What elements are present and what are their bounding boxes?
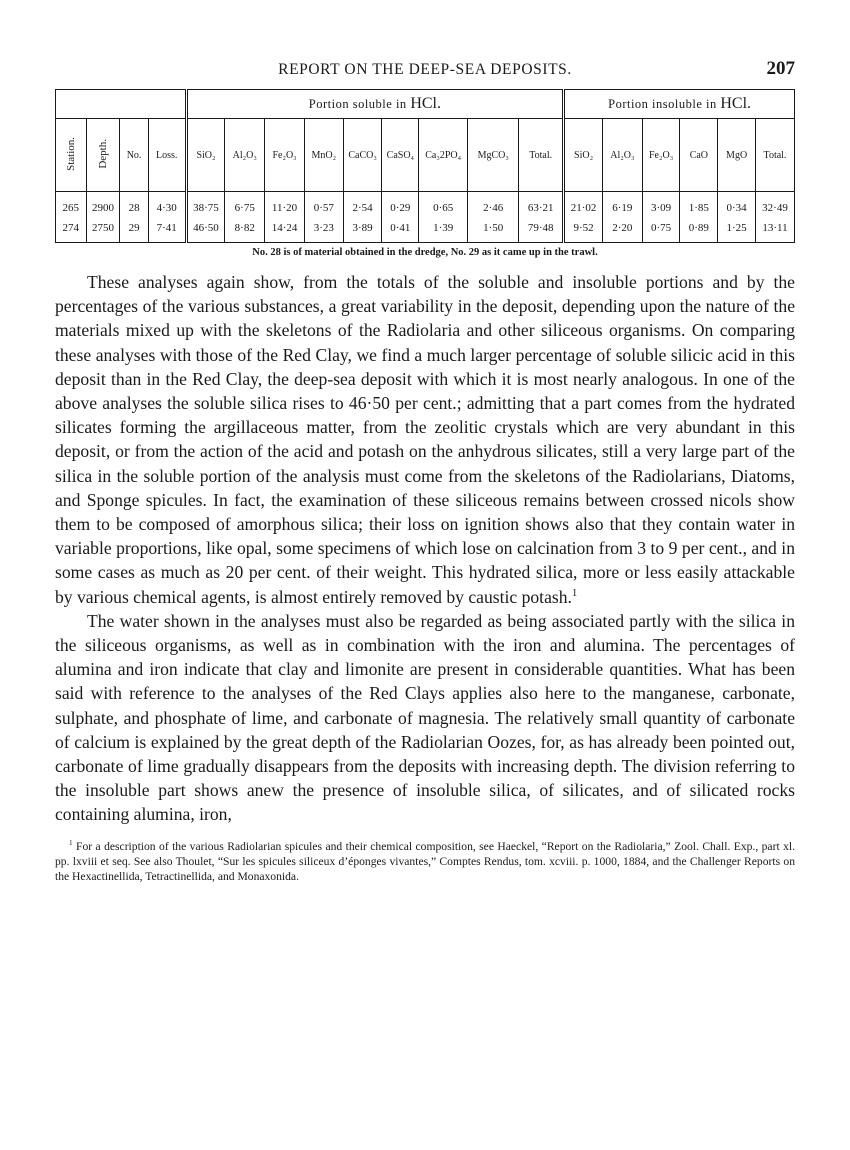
table-header-row bbox=[56, 119, 795, 192]
cell-no: 29 bbox=[120, 218, 149, 243]
table-row bbox=[56, 192, 795, 219]
cell-soluble: 8·82 bbox=[225, 218, 265, 243]
col-soluble-al2o3: Al₂O₃ bbox=[225, 119, 265, 192]
paragraph: The water shown in the analyses must also be regarded as being associated partly with the silica in the siliceous organisms, as well as in combination with the iron and alumina. The percentages of alumina and iron indicate that clay and limonite are present in considerable quantities. What has been said with reference to the analyses of the Red Clays applies also here to the manganese, carbonate, sulphate, and phosphate of lime, and carbonate of magnesia. The relatively small quantity of carbonate of calcium is explained by the great depth of the Radiolarian Oozes, for, as has already been pointed out, carbonate of lime gradually disappears from the deposits with increasing depth. The division referring to the insoluble part shows anew the presence of insoluble silica, of silicates, and of silicated rocks containing alumina, iron, bbox=[55, 610, 795, 825]
page bbox=[55, 55, 795, 884]
cell-insoluble: 2·20 bbox=[602, 218, 642, 243]
cell-insoluble: 1·25 bbox=[718, 218, 756, 243]
col-station bbox=[56, 119, 87, 192]
col-soluble-sio2: SiO₂ bbox=[186, 119, 225, 192]
col-soluble-caco3: CaCO₃ bbox=[343, 119, 382, 192]
paragraph bbox=[55, 270, 795, 609]
cell-depth: 2750 bbox=[86, 218, 120, 243]
cell-soluble: 38·75 bbox=[186, 192, 225, 219]
col-insoluble-total: Total. bbox=[755, 119, 794, 192]
cell-insoluble: 21·02 bbox=[564, 192, 603, 219]
col-insoluble-fe2o3: Fe₂O₃ bbox=[642, 119, 680, 192]
cell-insoluble: 9·52 bbox=[564, 218, 603, 243]
cell-soluble: 14·24 bbox=[265, 218, 305, 243]
cell-soluble-total: 63·21 bbox=[519, 192, 564, 219]
cell-soluble: 1·50 bbox=[468, 218, 519, 243]
body-text bbox=[55, 270, 795, 827]
cell-soluble: 46·50 bbox=[186, 218, 225, 243]
analysis-table bbox=[55, 89, 795, 243]
cell-insoluble-total: 13·11 bbox=[755, 218, 794, 243]
group-soluble bbox=[186, 90, 564, 119]
col-soluble-mno2: MnO₂ bbox=[304, 119, 343, 192]
cell-no: 28 bbox=[120, 192, 149, 219]
cell-insoluble: 0·89 bbox=[680, 218, 718, 243]
paragraph-1-text: These analyses again show, from the totals of the soluble and insoluble portions and by the percentages of the various substances, a great variability in the deposit, depending upon the nature of the materials mixed up with the skeletons of the Radiolaria and other siliceous organisms. On comparing these analyses with those of the Red Clay, we find a much larger percentage of soluble silicic acid in this deposit than in the Red Clay, the deep-sea deposit with which it is most nearly analogous. In one of the above analyses the soluble silica rises to 46·50 per cent.; admitting that a part comes from the hydrated silicates forming the argillaceous matter, from the zeolitic crystals which are very abundant in this deposit, or from the action of the acid and potash on the anhydrous silicates, still a very large part of the silica in the soluble portion of the analysis must come from the skeletons of the Radiolarians, Diatoms, and Sponge spicules. In fact, the examination of these siliceous remains between crossed nicols show them to be composed of amorphous silica; their loss on ignition shows also that they contain water in variable proportions, like opal, some specimens of which lose on calcination from 3 to 9 per cent., and in some cases as much as 20 per cent. of their weight. This hydrated silica, more or less easily attackable by various chemical agents, is almost entirely removed by caustic potash. bbox=[55, 272, 795, 607]
col-no: No. bbox=[120, 119, 149, 192]
cell-station: 274 bbox=[56, 218, 87, 243]
footnote-text: For a description of the various Radiolarian spicules and their chemical composition, see Haeckel, “Report on the Radiolaria,” Zool. Chall. Exp., part xl. pp. lxviii et seq. See also Thoulet, “Sur les spicules siliceux d’éponges vivantes,” Comptes Rendus, tom. xcviii. p. 1000, 1884, and the Challenger Reports on the Hexactinellida, Tetractinellida, and Monaxonida. bbox=[55, 839, 795, 883]
col-depth bbox=[86, 119, 120, 192]
group-insoluble-acid: HCl. bbox=[720, 95, 752, 112]
running-title: REPORT ON THE DEEP-SEA DEPOSITS. bbox=[278, 61, 572, 78]
cell-soluble: 0·65 bbox=[419, 192, 468, 219]
group-insoluble-label: Portion insoluble in bbox=[608, 97, 717, 111]
table-group-row bbox=[56, 90, 795, 119]
col-soluble-caso4: CaSO₄ bbox=[382, 119, 419, 192]
cell-soluble: 3·23 bbox=[304, 218, 343, 243]
col-station-label: Station. bbox=[64, 136, 77, 171]
cell-insoluble: 0·34 bbox=[718, 192, 756, 219]
col-loss: Loss. bbox=[148, 119, 186, 192]
cell-insoluble-total: 32·49 bbox=[755, 192, 794, 219]
col-insoluble-sio2: SiO₂ bbox=[564, 119, 603, 192]
table-row bbox=[56, 218, 795, 243]
footnote-mark: 1 bbox=[69, 838, 73, 847]
cell-station: 265 bbox=[56, 192, 87, 219]
cell-soluble: 0·29 bbox=[382, 192, 419, 219]
col-soluble-total: Total. bbox=[519, 119, 564, 192]
cell-loss: 7·41 bbox=[148, 218, 186, 243]
footnote bbox=[55, 839, 795, 884]
footnote-reference: 1 bbox=[571, 586, 578, 599]
cell-insoluble: 1·85 bbox=[680, 192, 718, 219]
cell-soluble: 3·89 bbox=[343, 218, 382, 243]
group-soluble-label: Portion soluble in bbox=[308, 97, 407, 111]
cell-soluble: 0·57 bbox=[304, 192, 343, 219]
cell-soluble-total: 79·48 bbox=[519, 218, 564, 243]
cell-soluble: 2·54 bbox=[343, 192, 382, 219]
cell-loss: 4·30 bbox=[148, 192, 186, 219]
col-soluble-ca32po4: Ca₃2PO₄ bbox=[419, 119, 468, 192]
running-head bbox=[55, 55, 795, 89]
cell-soluble: 1·39 bbox=[419, 218, 468, 243]
group-soluble-acid: HCl. bbox=[410, 95, 441, 112]
cell-insoluble: 3·09 bbox=[642, 192, 680, 219]
cell-soluble: 2·46 bbox=[468, 192, 519, 219]
col-depth-label: Depth. bbox=[96, 138, 109, 169]
page-number: 207 bbox=[766, 58, 795, 79]
cell-soluble: 6·75 bbox=[225, 192, 265, 219]
cell-depth: 2900 bbox=[86, 192, 120, 219]
cell-soluble: 11·20 bbox=[265, 192, 305, 219]
group-insoluble bbox=[564, 90, 795, 119]
table-note: No. 28 is of material obtained in the dredge, No. 29 as it came up in the trawl. bbox=[252, 247, 598, 258]
cell-insoluble: 0·75 bbox=[642, 218, 680, 243]
col-soluble-mgco3: MgCO₃ bbox=[468, 119, 519, 192]
cell-soluble: 0·41 bbox=[382, 218, 419, 243]
col-soluble-fe2o3: Fe₂O₃ bbox=[265, 119, 305, 192]
col-insoluble-mgo: MgO bbox=[718, 119, 756, 192]
col-insoluble-cao: CaO bbox=[680, 119, 718, 192]
col-insoluble-al2o3: Al₂O₃ bbox=[602, 119, 642, 192]
cell-insoluble: 6·19 bbox=[602, 192, 642, 219]
